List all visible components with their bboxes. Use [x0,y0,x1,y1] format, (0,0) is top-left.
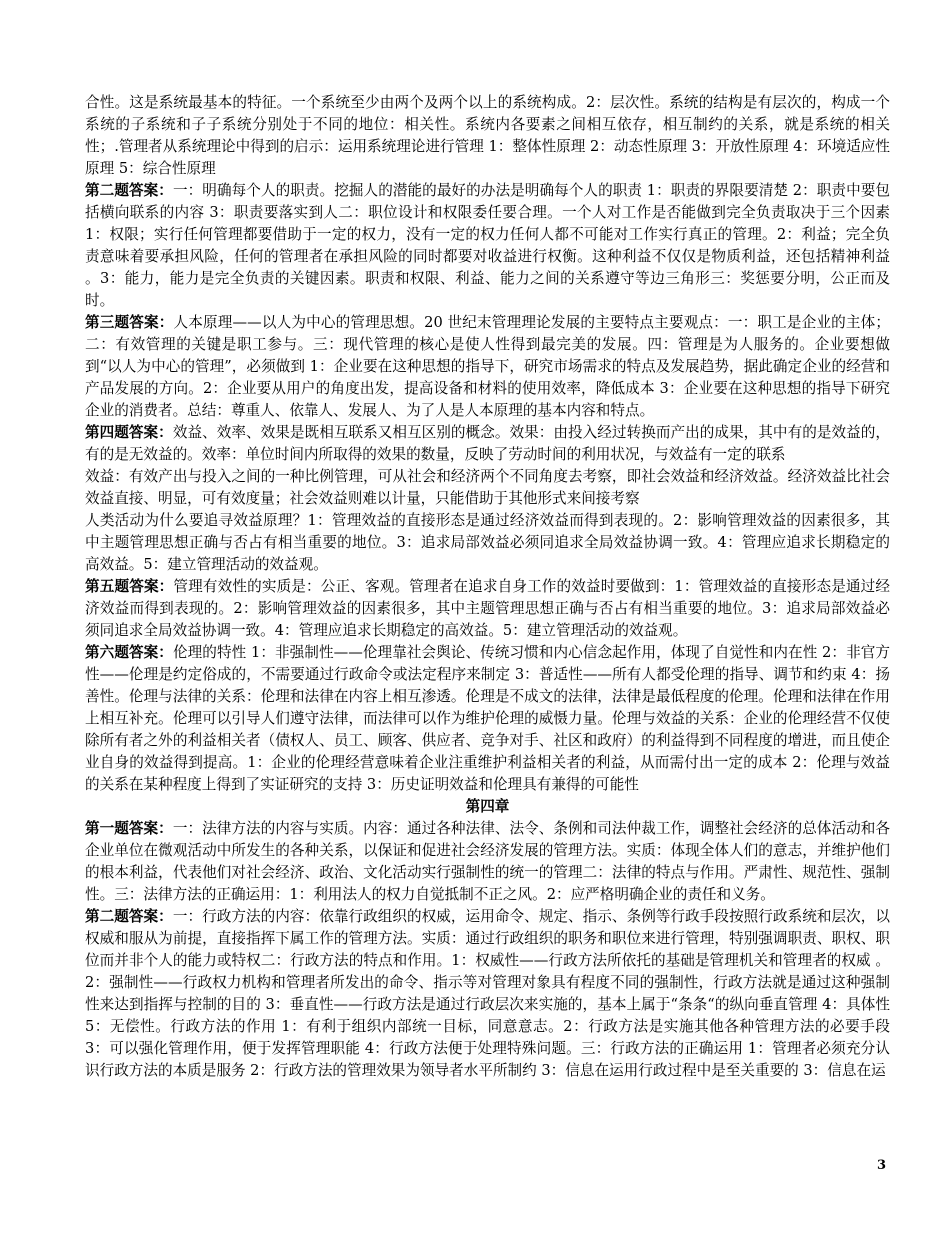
answer-2 [85,180,890,312]
answer-6 [85,642,890,796]
answer-text: 伦理的特性 1：非强制性——伦理靠社会舆论、传统习惯和内心信念起作用，体现了自觉性和内在性 2：非官方性——伦理是约定俗成的，不需要通过行政命令或法定程序来制定 3：普适性——所有人都受伦理的指导、调节和约束 4：扬善性。伦理与法律的关系：伦理和法律在内容上相互渗透。伦理是不成文的法律，法律是最低程度的伦理。伦理和法律在作用上相互补充。伦理可以引导人们遵守法律，而法律可以作为维护伦理的威慑力量。伦理与效益的关系：企业的伦理经营不仅使除所有者之外的利益相关者（债权人、员工、顾客、供应者、竞争对手、社区和政府）的利益得到不同程度的增进，而且使企业自身的效益得到提高。1：企业的伦理经营意味着企业注重维护利益相关者的利益，从而需付出一定的成本 2：伦理与效益的关系在某种程度上得到了实证研究的支持 3：历史证明效益和伦理具有兼得的可能性 [85,644,890,793]
answer-text: 效益、效率、效果是既相互联系又相互区别的概念。效果：由投入经过转换而产出的成果，其中有的是效益的，有的是无效益的。效率：单位时间内所取得的效果的数量，反映了劳动时间的利用状况，与效益有一定的联系 [85,424,890,463]
answer-text: 一：行政方法的内容：依靠行政组织的权威，运用命令、规定、指示、条例等行政手段按照行政系统和层次，以权威和服从为前提，直接指挥下属工作的管理方法。实质：通过行政组织的职务和职位来进行管理，特别强调职责、职权、职位而并非个人的能力或特权二：行政方法的特点和作用。1：权威性——行政方法所依托的基础是管理机关和管理者的权威 。2：强制性——行政权力机构和管理者所发出的命令、指示等对管理对象具有程度不同的强制性，行政方法就是通过这种强制性来达到指挥与控制的目的 3：垂直性——行政方法是通过行政层次来实施的，基本上属于“条条“的纵向垂直管理 4：具体性 5：无偿性。行政方法的作用 1：有利于组织内部统一目标，同意意志。2：行政方法是实施其他各种管理方法的必要手段 3：可以强化管理作用，便于发挥管理职能 4：行政方法便于处理特殊问题。三：行政方法的正确运用 1：管理者必须充分认识行政方法的本质是服务 2：行政方法的管理效果为领导者水平所制约 3：信息在运用行政过程中是至关重要的 3：信息在运 [85,908,890,1079]
answer-label: 第一题答案： [85,820,173,837]
answer-label: 第四题答案： [85,424,173,441]
chapter-heading: 第四章 [465,798,510,815]
answer-label: 第六题答案： [85,644,173,661]
answer-text: 一：法律方法的内容与实质。内容：通过各种法律、法令、条例和司法仲裁工作，调整社会经济的总体活动和各企业单位在微观活动中所发生的各种关系，以保证和促进社会经济发展的管理方法。实质：体现全体人们的意志，并维护他们的根本利益，代表他们对社会经济、政治、文化活动实行强制性的统一的管理二：法律的特点与作用。严肃性、规范性、强制性。三：法律方法的正确运用：1：利用法人的权力自觉抵制不正之风。2：应严格明确企业的责任和义务。 [85,820,890,903]
answer-label: 第三题答案： [85,314,174,331]
answer-4 [85,422,890,466]
answer-text: 管理有效性的实质是：公正、客观。管理者在追求自身工作的效益时要做到：1：管理效益的直接形态是通过经济效益而得到表现的。2：影响管理效益的因素很多，其中主题管理思想正确与否占有相当重要的地位。3：追求局部效益必须同追求全局效益协调一致。4：管理应追求长期稳定的高效益。5：建立管理活动的效益观。 [85,578,890,639]
paragraph-efficiency-definition: 效益：有效产出与投入之间的一种比例管理，可从社会和经济两个不同角度去考察，即社会效益和经济效益。经济效益比社会效益直接、明显，可有效度量；社会效益则难以计量，只能借助于其他形式来间接考察 [85,468,890,507]
answer-text: 人本原理——以人为中心的管理思想。20 世纪末管理理论发展的主要特点主要观点：一：职工是企业的主体；二：有效管理的关键是职工参与。三：现代管理的核心是使人性得到最完美的发展。四：管理是为人服务的。企业要想做到“以人为中心的管理”，必须做到 1：企业要在这种思想的指导下，研究市场需求的特点及发展趋势，据此确定企业的经营和产品发展的方向。2：企业要从用户的角度出发，提高设备和材料的使用效率，降低成本 3：企业要在这种思想的指导下研究企业的消费者。总结：尊重人、依靠人、发展人、为了人是人本原理的基本内容和特点。 [85,314,890,419]
chapter4-answer-2 [85,906,890,1082]
document-body [85,92,890,1082]
answer-text: 一：明确每个人的职责。挖掘人的潜能的最好的办法是明确每个人的职责 1：职责的界限要清楚 2：职责中要包括横向联系的内容 3：职责要落实到人二：职位设计和权限委任要合理。一个人对工作是否能做到完全负责取决于三个因素 1：权限；实行任何管理都要借助于一定的权力，没有一定的权力任何人都不可能对工作实行真正的管理。2：利益；完全负责意味着要承担风险，任何的管理者在承担风险的同时都要对收益进行权衡。这种利益不仅仅是物质利益，还包括精神利益 。3：能力，能力是完全负责的关键因素。职责和权限、利益、能力之间的关系遵守等边三角形三：奖惩要分明，公正而及时。 [85,182,890,309]
answer-label: 第二题答案： [85,908,173,925]
answer-label: 第五题答案： [85,578,174,595]
answer-3 [85,312,890,422]
answer-5 [85,576,890,642]
page-number: 3 [877,1158,887,1173]
paragraph-system-principle: 合性。这是系统最基本的特征。一个系统至少由两个及两个以上的系统构成。2：层次性。系统的结构是有层次的，构成一个系统的子系统和子子系统分别处于不同的地位：相关性。系统内各要素之间相互依存，相互制约的关系，就是系统的相关性；.管理者从系统理论中得到的启示：运用系统理论进行管理 1：整体性原理 2：动态性原理 3：开放性原理 4：环境适应性原理 5：综合性原理 [85,94,890,177]
answer-label: 第二题答案： [85,182,173,199]
chapter4-answer-1 [85,818,890,906]
paragraph-efficiency-principle: 人类活动为什么要追寻效益原理？1：管理效益的直接形态是通过经济效益而得到表现的。2：影响管理效益的因素很多，其中主题管理思想正确与否占有相当重要的地位。3：追求局部效益必须同追求全局效益协调一致。4：管理应追求长期稳定的高效益。5：建立管理活动的效益观。 [85,512,890,573]
